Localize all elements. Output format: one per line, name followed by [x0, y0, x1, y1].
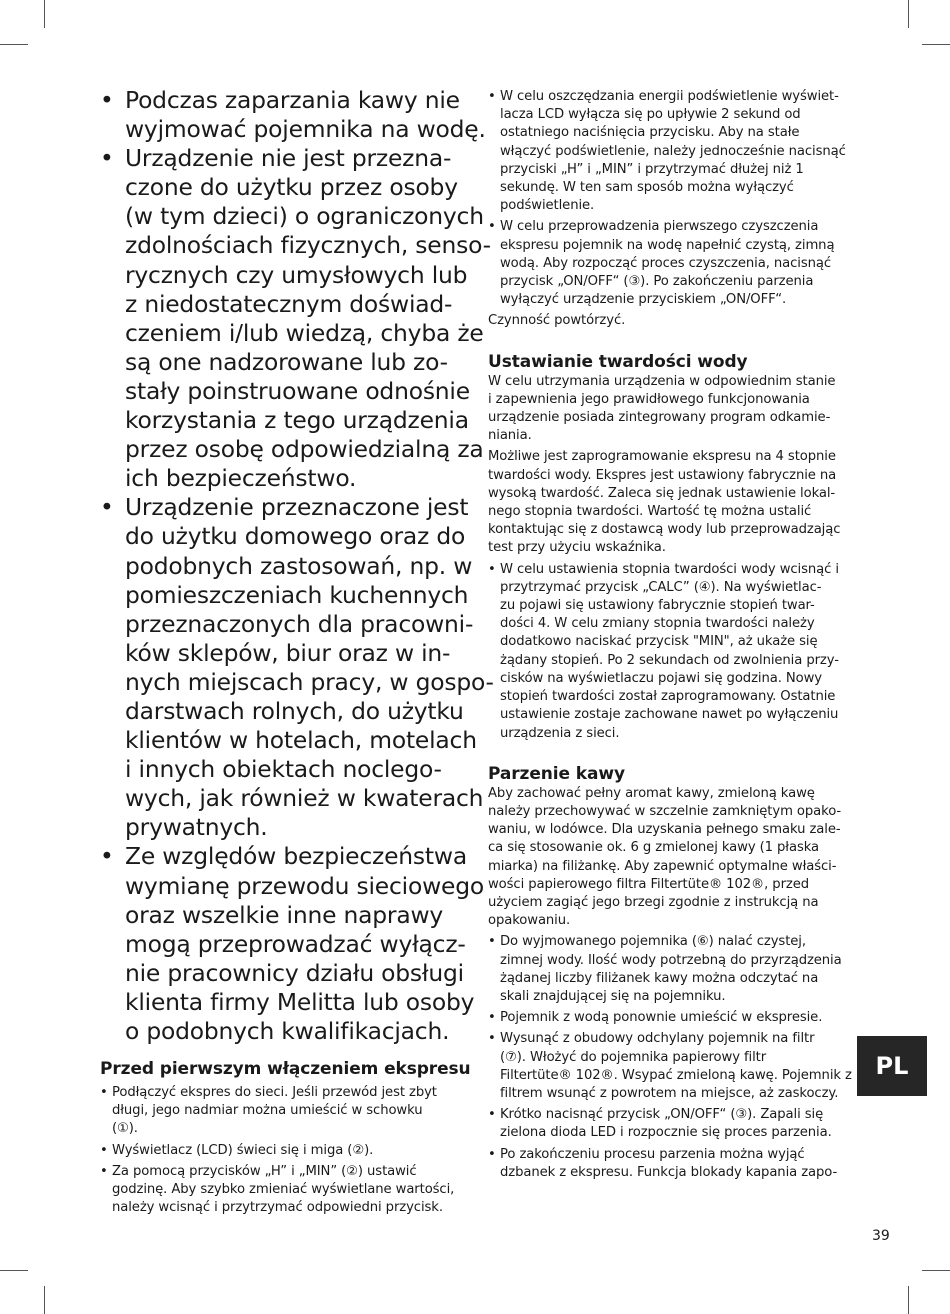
safety-item	[98, 493, 494, 842]
text-line: filtrem wsunąć z powrotem na miejsce, aż zaskoczy.	[500, 1085, 839, 1101]
text-line: klienta firmy Melitta lub osoby	[125, 987, 475, 1016]
text-line: godzinę. Aby szybko zmieniać wyświetlane wartości,	[112, 1182, 455, 1198]
text-line: żądany stopień. Po 2 sekundach od zwolnienia przy-	[500, 652, 839, 668]
text-line: ostatniego naciśnięcia przycisku. Aby na stałe	[500, 125, 800, 141]
section-heading: Ustawianie twardości wody	[488, 351, 748, 372]
text-line: sekundę. W ten sam sposób można wyłączyć	[500, 180, 794, 196]
text-line: przez osobę odpowiedzialną za	[125, 435, 484, 464]
text-line: użyciem zagiąć jego brzegi zgodnie z instrukcją na	[488, 894, 819, 910]
text-line: (①).	[112, 1121, 138, 1137]
crop-mark	[908, 1286, 909, 1314]
instructions-column	[488, 88, 854, 1185]
text-line: z niedostatecznym doświad-	[125, 289, 453, 318]
backlight-cleaning-list	[488, 88, 854, 309]
text-line: zdolnościach fizycznych, senso-	[125, 231, 491, 260]
list-item	[488, 1106, 854, 1142]
text-line: żądanej liczby filiżanek kawy można odczytać na	[500, 970, 819, 986]
text-line: prywatnych.	[125, 813, 268, 842]
brewing-list	[488, 933, 854, 1182]
text-line: • Urządzenie nie jest przezna-	[125, 144, 452, 173]
text-line: ków sklepów, biur oraz w in-	[125, 638, 451, 667]
text-line: • Krótko nacisnąć przycisk „ON/OFF“ (③). Zapali się	[500, 1107, 824, 1123]
section-heading: Parzenie kawy	[488, 763, 625, 784]
text-line: rycznych czy umysłowych lub	[125, 260, 468, 289]
text-line: ich bezpieczeństwo.	[125, 464, 357, 493]
text-line: • W celu oszczędzania energii podświetlenie wyświet-	[500, 89, 839, 104]
text-line: cisków na wyświetlaczu pojawi się godzina. Nowy	[500, 670, 822, 686]
text-line: zimnej wody. Ilość wody potrzebną do przyrządzenia	[500, 952, 842, 968]
text-line: o podobnych kwalifikacjach.	[125, 1017, 450, 1045]
crop-mark	[922, 44, 950, 45]
text-line: darstwach rolnych, do użytku	[125, 696, 464, 725]
text-line: ca się stosowanie ok. 6 g zmielonej kawy (1 płaska	[488, 840, 819, 856]
crop-mark	[922, 1270, 950, 1271]
text-line: zielona dioda LED i rozpocznie się proces parzenia.	[500, 1125, 832, 1141]
text-line: przeznaczonych dla pracowni-	[125, 609, 474, 638]
list-item	[100, 1163, 472, 1218]
first-use-section	[100, 1058, 472, 1220]
text-line: opakowaniu.	[488, 913, 571, 929]
text-line: nego stopnia twardości. Wartość tę można ustalić	[488, 504, 812, 520]
text-line: (w tym dzieci) o ograniczonych	[125, 202, 484, 231]
text-line: kontaktując się z dostawcą wody lub przeprowadzając	[488, 522, 841, 538]
text-line: wych, jak również w kwaterach	[125, 784, 484, 813]
crop-mark	[0, 1270, 28, 1271]
text-line: i innych obiektach noclego-	[125, 755, 442, 784]
text-line: • Do wyjmowanego pojemnika (⑥) nalać czystej,	[500, 934, 806, 950]
safety-item	[98, 842, 484, 1046]
list-item	[100, 1142, 472, 1160]
safety-item	[98, 86, 486, 144]
text-line: nie pracownicy działu obsługi	[125, 958, 464, 987]
repeat-note: Czynność powtórzyć.	[488, 313, 626, 329]
text-line: korzystania z tego urządzenia	[125, 406, 469, 435]
text-line: przycisk „ON/OFF“ (③). Po zakończeniu parzenia	[500, 274, 814, 290]
text-line: nych miejscach pracy, w gospo-	[125, 667, 494, 696]
text-line: • W celu ustawienia stopnia twardości wody wcisnąć i	[500, 561, 839, 577]
text-line: stopień twardości został zaprogramowany. Ostatnie	[500, 689, 836, 705]
text-line: niania.	[488, 428, 532, 444]
text-line: włączyć podświetlenie, należy jednocześnie nacisnąć	[500, 143, 846, 159]
paragraph	[488, 448, 854, 557]
hardness-list	[488, 561, 854, 743]
text-line: • Pojemnik z wodą ponownie umieścić w ekspresie.	[500, 1010, 823, 1026]
text-line: miarka) na filiżankę. Aby zapewnić optymalne właści-	[488, 858, 837, 874]
safety-item	[98, 144, 491, 493]
text-line: należy przechowywać w szczelnie zamkniętym opako-	[488, 803, 842, 819]
crop-mark	[44, 0, 45, 28]
text-line: wodą. Aby rozpocząć proces czyszczenia, nacisnąć	[500, 255, 831, 271]
text-line: wymianę przewodu sieciowego	[125, 871, 484, 900]
text-line: wyłączyć urządzenie przyciskiem „ON/OFF“.	[500, 292, 787, 308]
text-line: długi, jego nadmiar można umieścić w schowku	[112, 1103, 423, 1119]
text-line: ekspresu pojemnik na wodę napełnić czystą, zimną	[500, 237, 835, 253]
paragraph	[488, 785, 854, 931]
text-line: ustawienie zostaje zachowane nawet po wyłączeniu	[500, 707, 839, 723]
text-line: wysoką twardość. Zaleca się jednak ustawienie lokal-	[488, 485, 836, 501]
paragraph	[488, 373, 854, 446]
text-line: wości papierowego filtra Filtertüte® 102®, przed	[488, 876, 809, 892]
text-line: mogą przeprowadzać wyłącz-	[125, 929, 466, 958]
text-line: • Podczas zaparzania kawy nie	[125, 86, 460, 114]
list-item	[488, 1030, 854, 1103]
list-item	[100, 1084, 472, 1139]
list-item	[488, 1009, 854, 1027]
list-item	[488, 1146, 854, 1182]
text-line: oraz wszelkie inne naprawy	[125, 900, 444, 929]
text-line: dości 4. W celu zmiany stopnia twardości należy	[500, 616, 815, 632]
text-line: stały poinstruowane odnośnie	[125, 376, 470, 405]
text-line: urządzenia z sieci.	[500, 725, 620, 741]
text-line: do użytku domowego oraz do	[125, 522, 466, 551]
text-line: • W celu przeprowadzenia pierwszego czyszczenia	[500, 219, 819, 235]
first-use-list	[100, 1084, 472, 1217]
text-line: urządzenie posiada zintegrowany program odkamie-	[488, 410, 831, 426]
text-line: • Za pomocą przycisków „H” i „MIN” (②) ustawić	[112, 1163, 417, 1179]
text-line: czone do użytku przez osoby	[125, 173, 458, 202]
crop-mark	[0, 44, 28, 45]
safety-list	[98, 86, 494, 1046]
text-line: test przy użyciu wskaźnika.	[488, 540, 666, 556]
crop-mark	[908, 0, 909, 28]
text-line: dodatkowo naciskać przycisk "MIN", aż ukaże się	[500, 634, 818, 650]
text-line: • Wysunąć z obudowy odchylany pojemnik na filtr	[500, 1031, 815, 1047]
crop-mark	[44, 1286, 45, 1314]
text-line: lacza LCD wyłącza się po upływie 2 sekund od	[500, 107, 801, 123]
text-line: (⑦). Włożyć do pojemnika papierowy filtr	[500, 1049, 767, 1065]
text-line: czeniem i/lub wiedzą, chyba że	[125, 318, 484, 347]
text-line: • Wyświetlacz (LCD) świeci się i miga (②).	[112, 1142, 374, 1158]
text-line: zu pojawi się ustawiony fabrycznie stopień twar-	[500, 598, 815, 614]
safety-notes-column	[98, 86, 494, 1046]
page-number: 39	[872, 1228, 890, 1244]
text-line: podświetlenie.	[500, 198, 595, 214]
text-line: waniu, w lodówce. Dla uzyskania pełnego smaku zale-	[488, 822, 841, 838]
text-line: dzbanek z ekspresu. Funkcja blokady kapania zapo-	[500, 1164, 838, 1180]
text-line: klientów w hotelach, motelach	[125, 726, 477, 755]
list-item	[488, 88, 854, 215]
text-line: skali znajdującej się na pojemniku.	[500, 988, 726, 1004]
text-line: • Urządzenie przeznaczone jest	[125, 493, 469, 522]
text-line: • Podłączyć ekspres do sieci. Jeśli przewód jest zbyt	[112, 1085, 437, 1100]
text-line: podobnych zastosowań, np. w	[125, 551, 473, 580]
list-item	[488, 218, 854, 309]
text-line: • Ze względów bezpieczeństwa	[125, 842, 467, 871]
text-line: Filtertüte® 102®. Wsypać zmieloną kawę. Pojemnik z	[500, 1067, 852, 1083]
text-line: przytrzymać przycisk „CALC” (④). Na wyświetlac-	[500, 579, 822, 595]
text-line: są one nadzorowane lub zo-	[125, 347, 448, 376]
text-line: • Po zakończeniu procesu parzenia można wyjąć	[500, 1146, 805, 1162]
text-line: Aby zachować pełny aromat kawy, zmieloną kawę	[488, 785, 815, 801]
text-line: pomieszczeniach kuchennych	[125, 580, 469, 609]
text-line: i zapewnienia jego prawidłowego funkcjonowania	[488, 391, 810, 407]
text-line: przyciski „H” i „MIN” i przytrzymać dłużej niż 1	[500, 161, 804, 177]
section-heading: Przed pierwszym włączeniem ekspresu	[100, 1059, 471, 1079]
text-line: twardości wody. Ekspres jest ustawiony fabrycznie na	[488, 467, 837, 483]
list-item	[488, 933, 854, 1006]
text-line: Możliwe jest zaprogramowanie ekspresu na 4 stopnie	[488, 449, 836, 465]
text-line: należy wcisnąć i przytrzymać odpowiedni przycisk.	[112, 1200, 443, 1216]
text-line: wyjmować pojemnika na wodę.	[125, 115, 486, 144]
text-line: W celu utrzymania urządzenia w odpowiednim stanie	[488, 373, 836, 389]
language-tab: PL	[857, 1036, 927, 1096]
list-item	[488, 561, 854, 743]
